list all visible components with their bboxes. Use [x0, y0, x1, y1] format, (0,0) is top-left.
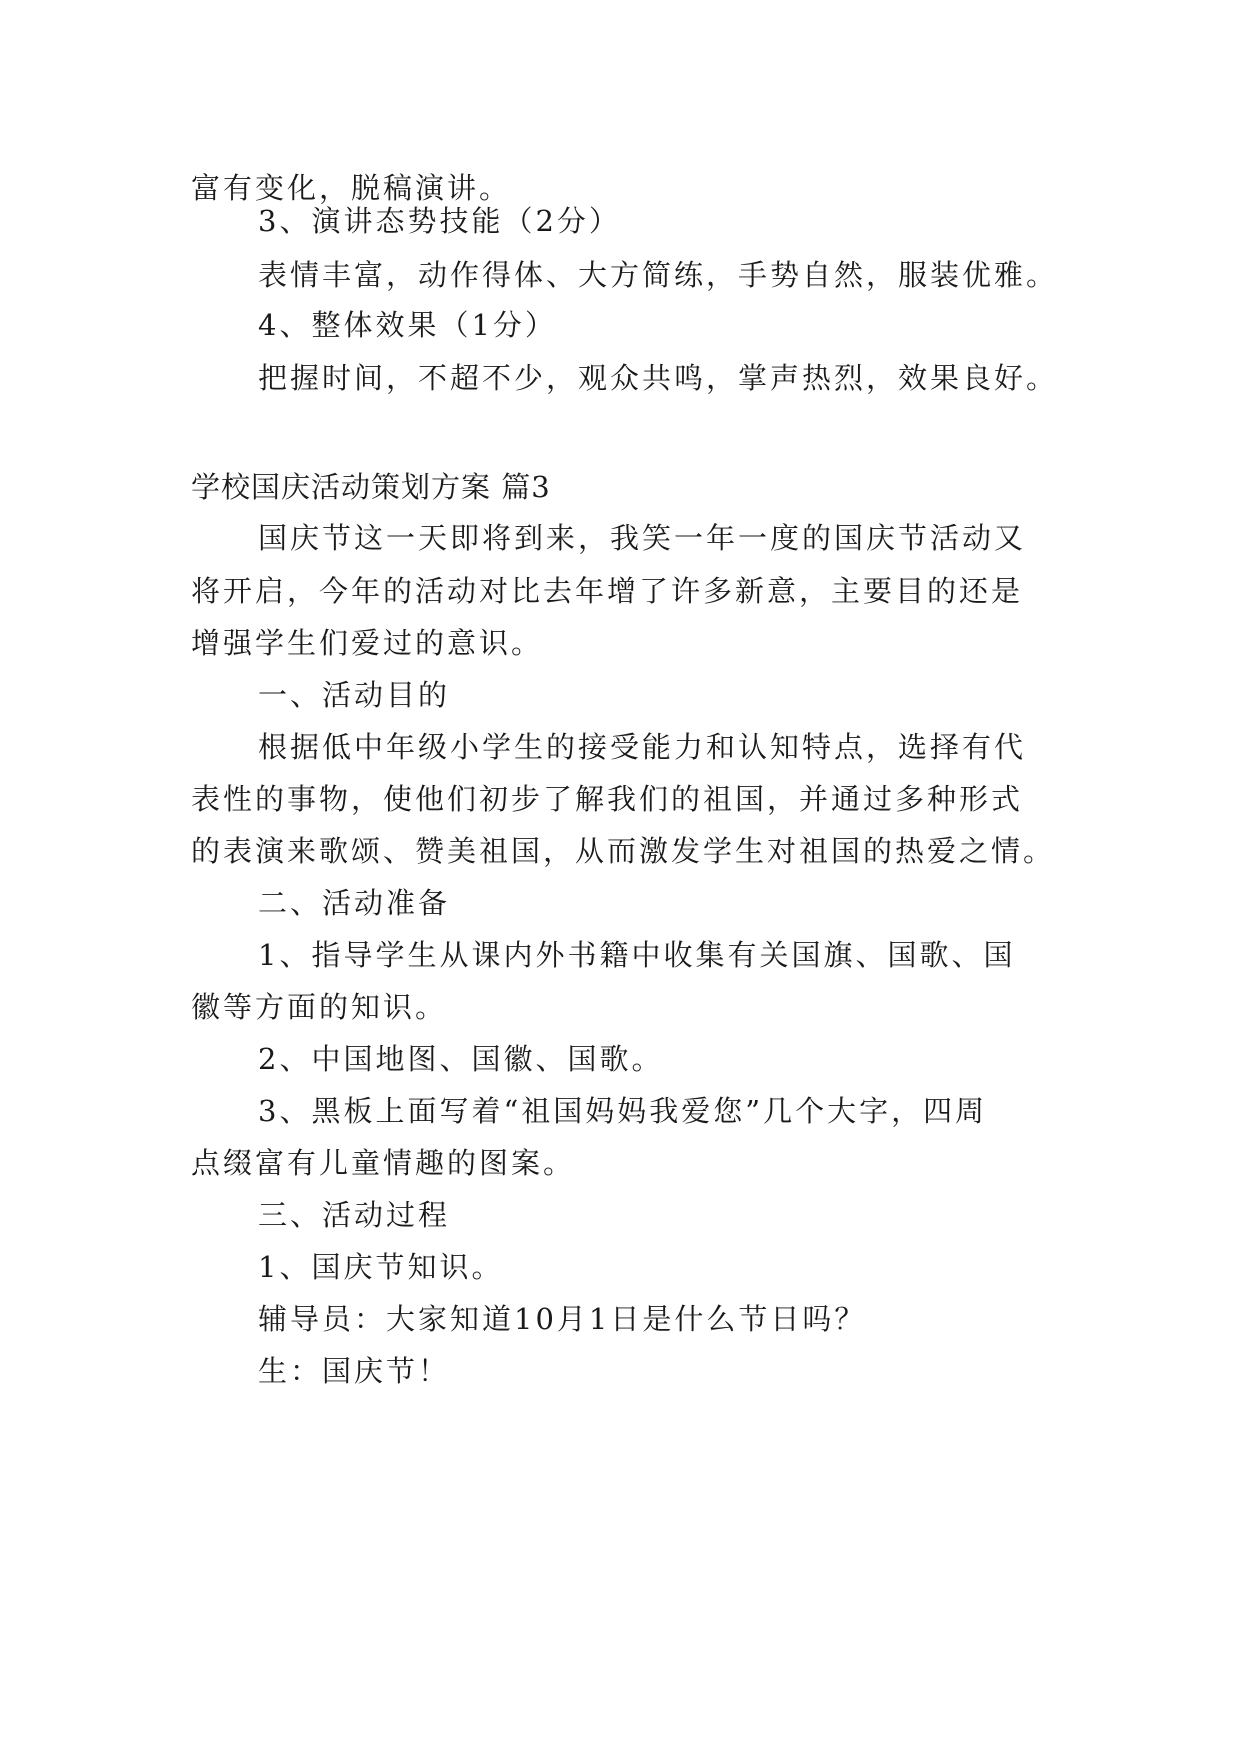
- paragraph-line: 增强学生们爱过的意识。: [191, 626, 544, 660]
- paragraph-line: 将开启，今年的活动对比去年增了许多新意，主要目的还是: [191, 574, 1024, 608]
- paragraph-line: 根据低中年级小学生的接受能力和认知特点，选择有代: [258, 730, 1027, 764]
- document-section-title: 学校国庆活动策划方案 篇3: [191, 470, 551, 504]
- paragraph-line: 的表演来歌颂、赞美祖国，从而激发学生对祖国的热爱之情。: [191, 834, 1056, 868]
- paragraph-line: 徽等方面的知识。: [191, 990, 448, 1024]
- paragraph-line: 生：国庆节！: [258, 1354, 451, 1388]
- paragraph-line: 表性的事物，使他们初步了解我们的祖国，并通过多种形式: [191, 782, 1024, 816]
- paragraph-line: 辅导员：大家知道10月1日是什么节日吗？: [258, 1302, 867, 1336]
- section-subheading: 3、演讲态势技能（2分）: [258, 204, 621, 238]
- paragraph-line: 把握时间，不超不少，观众共鸣，掌声热烈，效果良好。: [258, 361, 1059, 395]
- paragraph-line: 2、中国地图、国徽、国歌。: [258, 1042, 664, 1076]
- section-heading: 一、活动目的: [258, 678, 451, 712]
- paragraph-line: 国庆节这一天即将到来，我笑一年一度的国庆节活动又: [258, 521, 1027, 555]
- paragraph-line: 1、国庆节知识。: [258, 1250, 504, 1284]
- paragraph-line: 1、指导学生从课内外书籍中收集有关国旗、国歌、国: [258, 938, 1016, 972]
- section-subheading: 4、整体效果（1分）: [258, 308, 557, 342]
- paragraph-line: 表情丰富，动作得体、大方简练，手势自然，服装优雅。: [258, 258, 1059, 292]
- section-heading: 二、活动准备: [258, 886, 451, 920]
- section-heading: 三、活动过程: [258, 1198, 451, 1232]
- paragraph-line: 富有变化，脱稿演讲。: [191, 171, 512, 205]
- paragraph-line: 点缀富有儿童情趣的图案。: [191, 1146, 576, 1180]
- paragraph-line: 3、黑板上面写着“祖国妈妈我爱您”几个大字，四周: [258, 1094, 988, 1128]
